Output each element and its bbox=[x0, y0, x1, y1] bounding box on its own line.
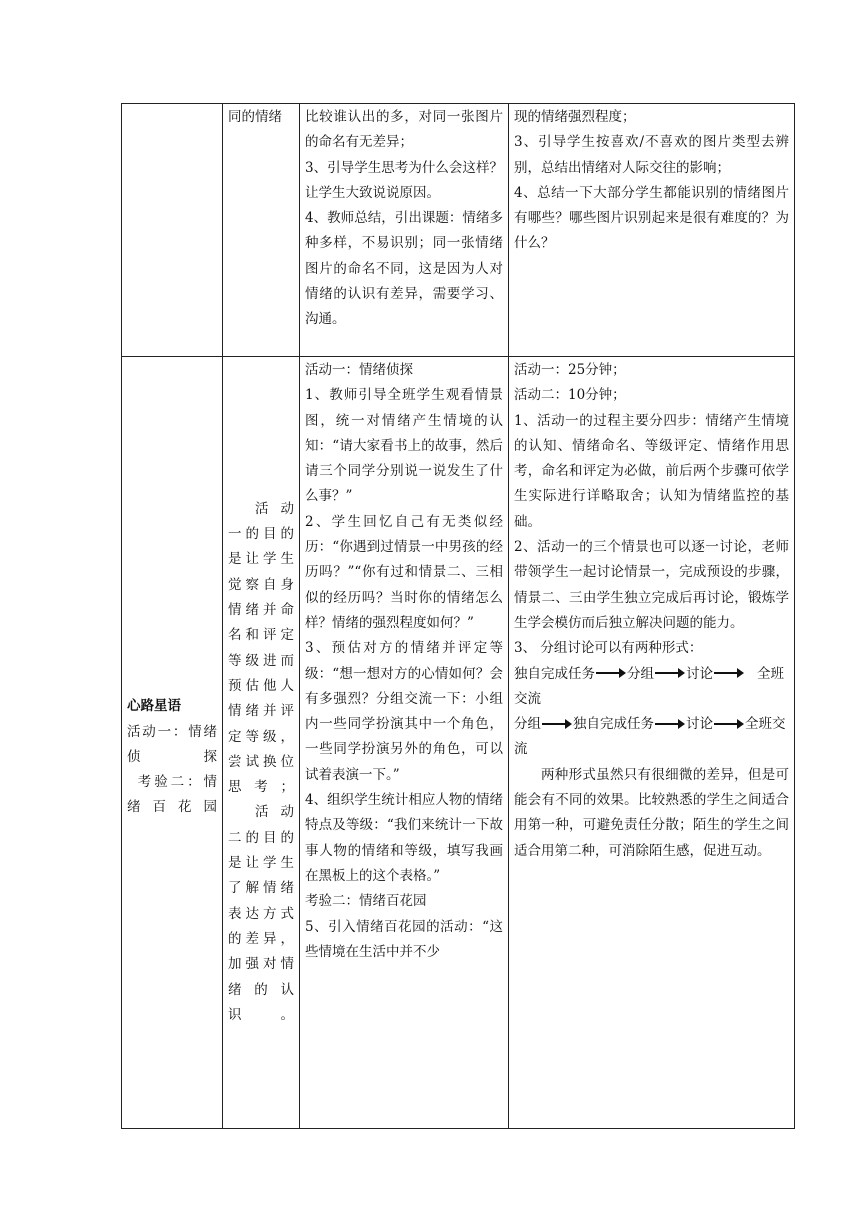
flow-step: 讨论 bbox=[686, 716, 713, 733]
section-title: 心路星语 bbox=[127, 698, 181, 715]
flow-step: 全班交 bbox=[745, 716, 786, 733]
note-line: 3、 分组讨论可以有两种形式： bbox=[514, 640, 703, 657]
row1-col3-para: 比较谁认出的多，对同一张图片的命名有无差异； bbox=[305, 109, 503, 151]
row2-col3-cell bbox=[300, 357, 509, 1129]
process-step: 4、组织学生统计相应人物的情绪特点及等级：“我们来统计一下故事人物的情绪和等级，填写我画在黑板上的这个表格。” bbox=[305, 792, 503, 884]
row2-col2-cell bbox=[223, 357, 300, 1129]
row1-col4-para: 4、总结一下大部分学生都能识别的情绪图片有哪些？哪些图片识别起来是很有难度的？为什么？ bbox=[514, 184, 789, 252]
lesson-plan-table bbox=[121, 103, 795, 1129]
row2-col4-cell bbox=[509, 357, 795, 1129]
flow-step: 讨论 bbox=[686, 665, 713, 682]
row1-col2-text: 同的情绪 bbox=[228, 109, 282, 125]
row1-col4-cell bbox=[509, 104, 795, 357]
row1-col4-para: 3、引导学生按喜欢/不喜欢的图片类型去辨别，总结出情绪对人际交往的影响； bbox=[514, 134, 789, 176]
flow-step: 独自完成任务 bbox=[514, 665, 595, 682]
flow-diagram-one bbox=[514, 662, 789, 687]
flow-step: 分组 bbox=[627, 665, 654, 682]
arrow-right-icon bbox=[596, 669, 626, 679]
note-line: 1、活动一的过程主要分四步：情绪产生情境的认知、情绪命名、等级评定、情绪作用思考，命名和评定为必做，前后两个步骤可依学生实际进行详略取舍；认知为情绪监控的基础。 bbox=[514, 412, 789, 530]
process-step: 1、教师引导全班学生观看情景图，统一对情绪产生情境的认知：“请大家看书上的故事，然后请三个同学分别说一说发生了什么事？” bbox=[305, 387, 503, 505]
arrow-right-icon bbox=[714, 669, 744, 679]
flow-step-wrap: 交流 bbox=[514, 690, 541, 707]
goal-paragraph: 活动一的目的是让学生觉察自身情绪并命名和评定等级进而预估他人情绪并评定等级，尝试换位思考； bbox=[228, 500, 294, 796]
table-row bbox=[122, 357, 795, 1129]
activity-two-label: 考验二：情绪百花园 bbox=[127, 774, 217, 816]
row1-col3-para: 3、引导学生思考为什么会这样？让学生大致说说原因。 bbox=[305, 159, 503, 201]
flow-step: 全班 bbox=[757, 665, 784, 682]
row1-col3-para: 4、教师总结，引出课题：情绪多种多样，不易识别；同一张情绪图片的命名不同，这是因为人对情绪的认识有差异，需要学习、沟通。 bbox=[305, 210, 503, 328]
flow-diagram-two bbox=[514, 712, 789, 737]
arrow-right-icon bbox=[655, 720, 685, 730]
process-heading: 考验二：情绪百花园 bbox=[305, 893, 427, 910]
process-step: 2、学生回忆自己有无类似经历：“你遇到过情景一中男孩的经历吗？”“你有过和情景二、三相似的经历吗？当时你的情绪怎么样？情绪的强烈程度如何？” bbox=[305, 513, 503, 631]
process-step: 3、预估对方的情绪并评定等级：“想一想对方的心情如何？会有多强烈？分组交流一下：小组内一些同学扮演其中一个角色，一些同学扮演另外的角色，可以试着表演一下。” bbox=[305, 640, 503, 783]
row2-col1-cell bbox=[122, 357, 223, 1129]
row1-col4-para: 现的情绪强烈程度； bbox=[514, 109, 636, 125]
arrow-right-icon bbox=[714, 720, 744, 730]
arrow-right-icon bbox=[542, 720, 572, 730]
flow-step: 分组 bbox=[514, 716, 541, 733]
goal-paragraph: 活动二的目的是让学生了解情绪表达方式的差异，加强对情绪的认识。 bbox=[228, 804, 294, 1023]
table-row bbox=[122, 104, 795, 357]
row1-col2-cell bbox=[223, 104, 300, 357]
process-heading: 活动一：情绪侦探 bbox=[305, 362, 413, 378]
activity-one-label: 活动一：情绪侦探 bbox=[127, 723, 217, 765]
note-line: 活动二：10分钟； bbox=[514, 387, 626, 404]
arrow-right-icon bbox=[655, 669, 685, 679]
summary-paragraph: 两种形式虽然只有很细微的差异，但是可能会有不同的效果。比较熟悉的学生之间适合用第一种，可避免责任分散；陌生的学生之间适合用第二种，可消除陌生感，促进互动。 bbox=[514, 766, 789, 859]
process-step: 5、引入情绪百花园的活动：“这些情境在生活中并不少 bbox=[305, 918, 503, 960]
note-line: 活动一：25分钟； bbox=[514, 362, 626, 378]
row1-col1-cell bbox=[122, 104, 223, 357]
flow-step: 独自完成任务 bbox=[573, 716, 654, 733]
row1-col3-cell bbox=[300, 104, 509, 357]
note-line: 2、活动一的三个情景也可以逐一讨论，老师带领学生一起讨论情景一，完成预设的步骤，情景二、三由学生独立完成后再讨论，锻炼学生学会模仿而后独立解决问题的能力。 bbox=[514, 539, 789, 631]
flow-step-wrap: 流 bbox=[514, 741, 528, 758]
